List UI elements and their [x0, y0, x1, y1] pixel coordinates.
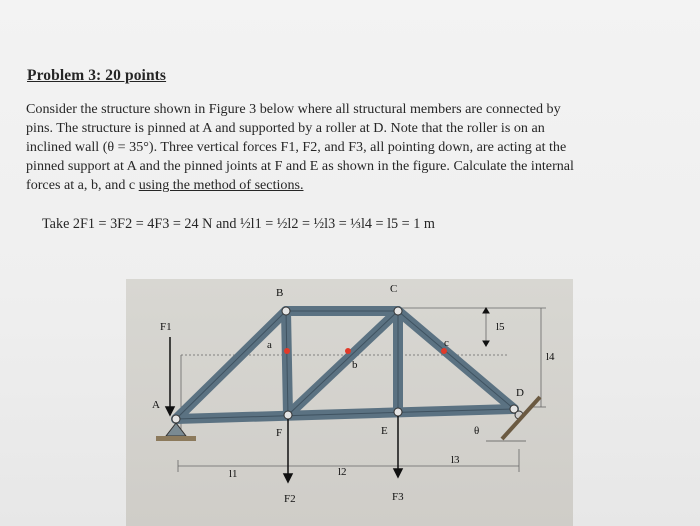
statement-line: pins. The structure is pinned at A and supported by a roller at D. Note that the roller is on an	[26, 120, 545, 136]
pinned-support-a	[156, 423, 196, 441]
statement-text: forces at a, b, and c	[26, 177, 139, 193]
cut-markers	[284, 348, 447, 354]
label-f: F	[276, 427, 283, 439]
truss-figure	[126, 279, 573, 526]
label-cut-c: c	[444, 337, 449, 349]
statement-line: inclined wall (θ = 35°). Three vertical forces F1, F2, and F3, all pointing down, are acting at the	[26, 139, 567, 155]
label-b: B	[276, 287, 284, 299]
label-d: D	[516, 387, 524, 399]
label-a: A	[152, 399, 160, 411]
statement-line: pinned support at A and the pinned joints at F and E as shown in the figure. Calculate the internal	[26, 158, 574, 174]
statement-line: Consider the structure shown in Figure 3 below where all structural members are connected by	[26, 101, 561, 117]
problem-heading: Problem 3: 20 points	[27, 67, 167, 84]
statement-line-last	[26, 176, 666, 195]
label-l2: l2	[338, 466, 347, 478]
label-l3: l3	[451, 454, 460, 466]
truss-diagram	[126, 279, 573, 526]
label-l4: l4	[546, 351, 555, 363]
truss-members	[176, 311, 514, 419]
label-l1: l1	[229, 468, 238, 480]
label-theta: θ	[474, 425, 480, 437]
label-c: C	[390, 283, 398, 295]
label-cut-b: b	[352, 359, 358, 371]
label-cut-a: a	[267, 339, 272, 351]
given-values: Take 2F1 = 3F2 = 4F3 = 24 N and ½l1 = ½l2 = ½l3 = ⅓l4 = l5 = 1 m	[42, 216, 435, 232]
label-e: E	[381, 425, 388, 437]
label-f2: F2	[284, 493, 296, 505]
label-f1: F1	[160, 321, 172, 333]
method-of-sections-text: using the method of sections.	[138, 177, 304, 193]
problem-statement	[26, 100, 666, 195]
label-l5: l5	[496, 321, 505, 333]
label-f3: F3	[392, 491, 404, 503]
